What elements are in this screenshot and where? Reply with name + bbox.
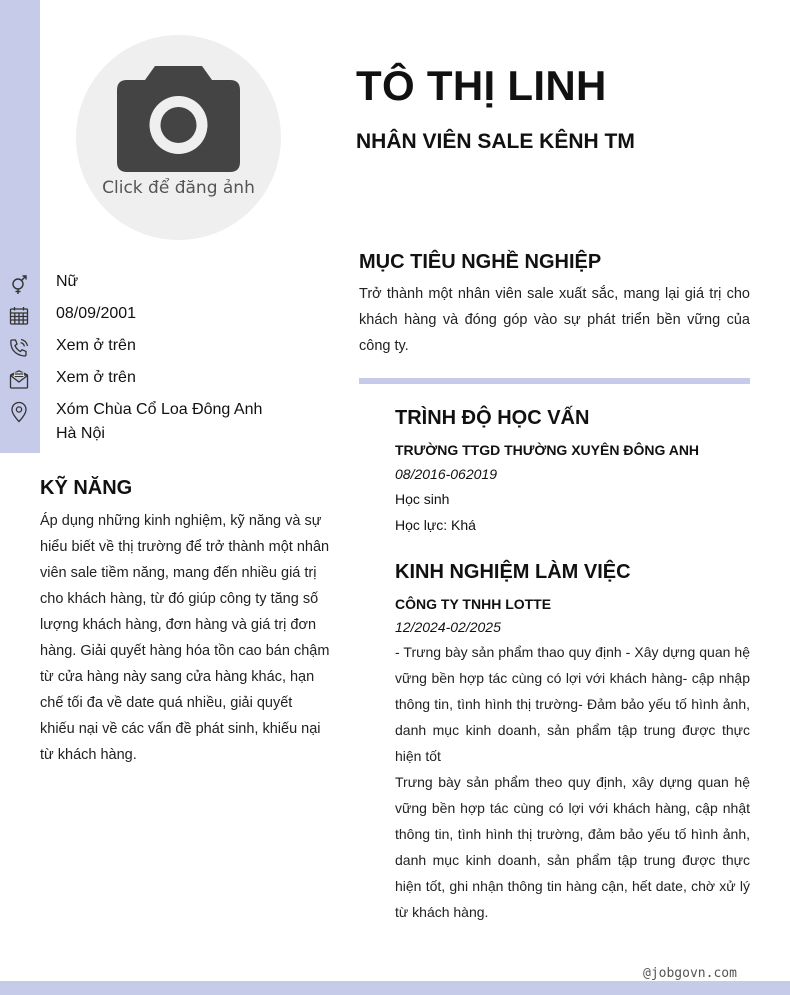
experience-paragraph: - Trưng bày sản phẩm thao quy định - Xây dựng quan hệ vững bền hợp tác cùng có lợi với khách hàng- cập nhập thông tin, tình hình thị trường- Đảm bảo yếu tố hình ảnh, danh mục kinh doanh, sản phẩm tập trung được thực hiện tốt	[395, 644, 750, 764]
email-icon	[8, 369, 30, 391]
skills-line: Áp dụng những kinh nghiệm, kỹ năng và sự	[40, 513, 322, 529]
skills-line: cho khách hàng, từ đó giúp công ty tăng số	[40, 591, 319, 607]
gender-text: Nữ	[56, 273, 79, 290]
calendar-icon	[8, 305, 30, 327]
candidate-name: TÔ THỊ LINH	[356, 62, 607, 109]
camera-icon	[117, 66, 240, 172]
birthdate-text: 08/09/2001	[56, 305, 137, 322]
skills-line: từ khách hàng.	[40, 747, 137, 763]
experience-paragraph: Trưng bày sản phẩm theo quy định, xây dựng quan hệ vững bền hợp tác cùng có lợi với khách hàng, cập nhật thông tin, tình hình thị trường, đảm bảo yếu tố hình ảnh, danh mục kinh doanh, sản phẩm tập trung được thực hiện tốt, ghi nhận thông tin hàng cận, hết date, chờ xử lý từ khách hàng.	[395, 774, 750, 920]
education-line: Học sinh	[395, 491, 450, 507]
objective-title: MỤC TIÊU NGHỀ NGHIỆP	[359, 251, 602, 273]
skills-line: khiếu nại về các vấn đề phát sinh, khiếu nại	[40, 721, 321, 737]
experience-company: CÔNG TY TNHH LOTTE	[395, 596, 552, 612]
skills-line: lượng khách hàng, đơn hàng và giá trị đơn	[40, 617, 317, 633]
address-line-1: Xóm Chùa Cổ Loa Đông Anh	[56, 401, 263, 418]
section-divider	[359, 378, 750, 384]
gender-icon	[8, 273, 30, 295]
experience-duties	[395, 639, 750, 925]
skills-line: viên sale tiềm năng, mang đến nhiều giá trị	[40, 565, 317, 581]
location-icon	[8, 401, 30, 423]
skills-line: hàng. Giải quyết hàng hóa tồn cao bán chậm	[40, 643, 330, 659]
experience-title: KINH NGHIỆM LÀM VIỆC	[395, 561, 631, 583]
photo-upload[interactable]	[76, 35, 281, 240]
photo-caption: Click để đăng ảnh	[102, 178, 255, 198]
bottom-accent-bar	[0, 981, 790, 995]
candidate-position: NHÂN VIÊN SALE KÊNH TM	[356, 130, 635, 153]
education-line: Học lực: Khá	[395, 517, 476, 533]
experience-period: 12/2024-02/2025	[395, 619, 501, 635]
skills-text	[40, 508, 330, 768]
phone-icon	[8, 337, 30, 359]
watermark: @jobgovn.com	[643, 966, 737, 981]
education-title: TRÌNH ĐỘ HỌC VẤN	[395, 407, 590, 429]
objective-text: Trở thành một nhân viên sale xuất sắc, mang lại giá trị cho khách hàng và đóng góp vào sự phát triển bền vững của công ty.	[359, 286, 750, 354]
phone-text: Xem ở trên	[56, 337, 136, 354]
education-period: 08/2016-062019	[395, 466, 497, 482]
skills-line: chế tối đa về date quá nhiều, giải quyết	[40, 695, 293, 711]
skills-line: hiểu biết về thị trường để trở thành một nhân	[40, 539, 330, 555]
address-line-2: Hà Nội	[56, 425, 105, 442]
education-school: TRƯỜNG TTGD THƯỜNG XUYÊN ĐÔNG ANH	[395, 442, 700, 458]
skills-line: từ cửa hàng này sang cửa hàng khác, hạn	[40, 669, 315, 685]
skills-title: KỸ NĂNG	[40, 477, 133, 499]
email-text: Xem ở trên	[56, 369, 136, 386]
